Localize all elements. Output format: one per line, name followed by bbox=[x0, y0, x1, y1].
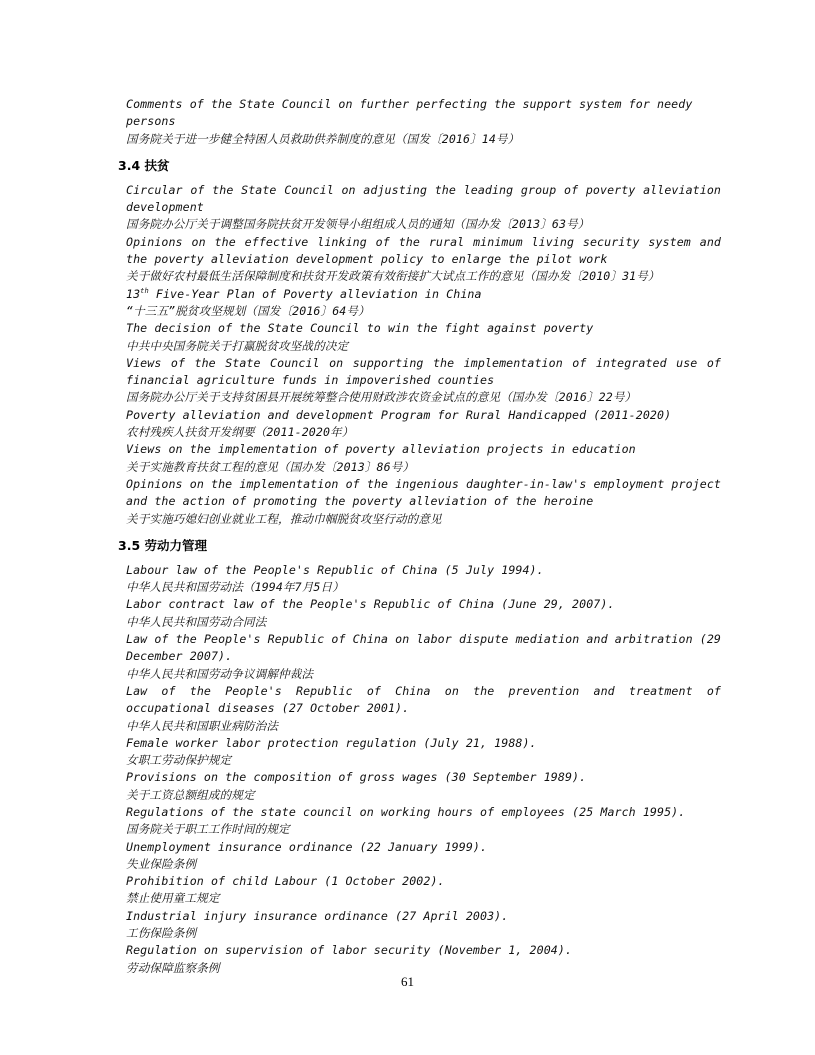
entry-zh: 女职工劳动保护规定 bbox=[126, 753, 232, 768]
page-number: 61 bbox=[401, 974, 414, 989]
section-heading-labour: 3.5 劳动力管理 bbox=[118, 537, 207, 553]
section-heading-poverty: 3.4 扶贫 bbox=[118, 157, 170, 173]
entry-zh: 中华人民共和国劳动争议调解仲裁法 bbox=[126, 666, 314, 681]
entry-zh: 关于实施教育扶贫工程的意见（国办发〔2013〕86号） bbox=[126, 459, 415, 474]
entry-en: Law of the People's Republic of China on labor dispute mediation and arbitration (29 December 2007). bbox=[126, 632, 721, 664]
entry-en: Opinions on the implementation of the ingenious daughter-in-law's employment project and the action of promoting the poverty alleviation of the heroine bbox=[126, 476, 721, 509]
entry-en: Labour law of the People's Republic of China (5 July 1994). bbox=[126, 562, 544, 577]
entry-zh: 关于实施巧媳妇创业就业工程，推动巾帼脱贫攻坚行动的意见 bbox=[126, 511, 442, 526]
entry-zh: 禁止使用童工规定 bbox=[126, 891, 220, 906]
entry-zh: 国务院办公厅关于调整国务院扶贫开发领导小组组成人员的通知（国办发〔2013〕63号） bbox=[126, 217, 590, 232]
entry-en: The decision of the State Council to win the fight against poverty bbox=[126, 321, 594, 336]
entry-en bbox=[126, 286, 721, 303]
entry-en: Prohibition of child Labour (1 October 2002). bbox=[126, 874, 445, 889]
entry-en-text: Five-Year Plan of Poverty alleviation in China bbox=[148, 286, 482, 301]
entry-en: Opinions on the effective linking of the rural minimum living security system and the poverty alleviation development policy to enlarge the pilot work bbox=[126, 234, 721, 267]
entry-zh: 劳动保障监察条例 bbox=[126, 960, 220, 975]
entry-en: Views on the implementation of poverty alleviation projects in education bbox=[126, 442, 636, 457]
entry-en: Labor contract law of the People's Republic of China (June 29, 2007). bbox=[126, 597, 615, 612]
entry-zh: 国务院关于职工工作时间的规定 bbox=[126, 822, 290, 837]
entry-zh: 失业保险条例 bbox=[126, 856, 197, 871]
entry-en: Provisions on the composition of gross wages (30 September 1989). bbox=[126, 770, 587, 785]
entry-en: Comments of the State Council on further perfecting the support system for needy persons bbox=[126, 97, 693, 129]
entry-zh: 国务院关于进一步健全特困人员救助供养制度的意见（国发〔2016〕14号） bbox=[126, 131, 520, 146]
entry-en: Regulation on supervision of labor security (November 1, 2004). bbox=[126, 943, 573, 958]
entry-zh: “十三五”脱贫攻坚规划（国发〔2016〕64号） bbox=[126, 303, 370, 318]
entry-zh: 工伤保险条例 bbox=[126, 926, 197, 941]
entry-en: Unemployment insurance ordinance (22 January 1999). bbox=[126, 839, 488, 854]
entry-en: Regulations of the state council on working hours of employees (25 March 1995). bbox=[126, 804, 686, 819]
entry-zh: 国务院办公厅关于支持贫困县开展统筹整合使用财政涉农资金试点的意见（国办发〔2016〕22号） bbox=[126, 390, 637, 405]
entry-en: Industrial injury insurance ordinance (27 April 2003). bbox=[126, 908, 509, 923]
entry-en: Views of the State Council on supporting the implementation of integrated use of financial agriculture funds in impoverished counties bbox=[126, 355, 721, 388]
entry-zh: 中华人民共和国劳动合同法 bbox=[126, 614, 267, 629]
entry-en: Female worker labor protection regulation (July 21, 1988). bbox=[126, 735, 537, 750]
entry-zh: 关于做好农村最低生活保障制度和扶贫开发政策有效衔接扩大试点工作的意见（国办发〔2010〕31号） bbox=[126, 269, 660, 284]
entry-en: Law of the People's Republic of China on the prevention and treatment of occupational diseases (27 October 2001). bbox=[126, 683, 721, 716]
page-content bbox=[118, 96, 721, 977]
entry-en: Poverty alleviation and development Program for Rural Handicapped (2011-2020) bbox=[126, 407, 672, 422]
entry-zh: 中华人民共和国职业病防治法 bbox=[126, 718, 279, 733]
entry-zh: 关于工资总额组成的规定 bbox=[126, 787, 255, 802]
entry-en: Circular of the State Council on adjusting the leading group of poverty alleviation development bbox=[126, 182, 721, 215]
ordinal-suffix: th bbox=[140, 286, 149, 295]
entry-zh: 中共中央国务院关于打赢脱贫攻坚战的决定 bbox=[126, 338, 349, 353]
entry-zh: 中华人民共和国劳动法（1994年7月5日） bbox=[126, 580, 344, 595]
ordinal-number: 13 bbox=[126, 286, 141, 301]
entry-zh: 农村残疾人扶贫开发纲要（2011-2020年） bbox=[126, 425, 354, 440]
